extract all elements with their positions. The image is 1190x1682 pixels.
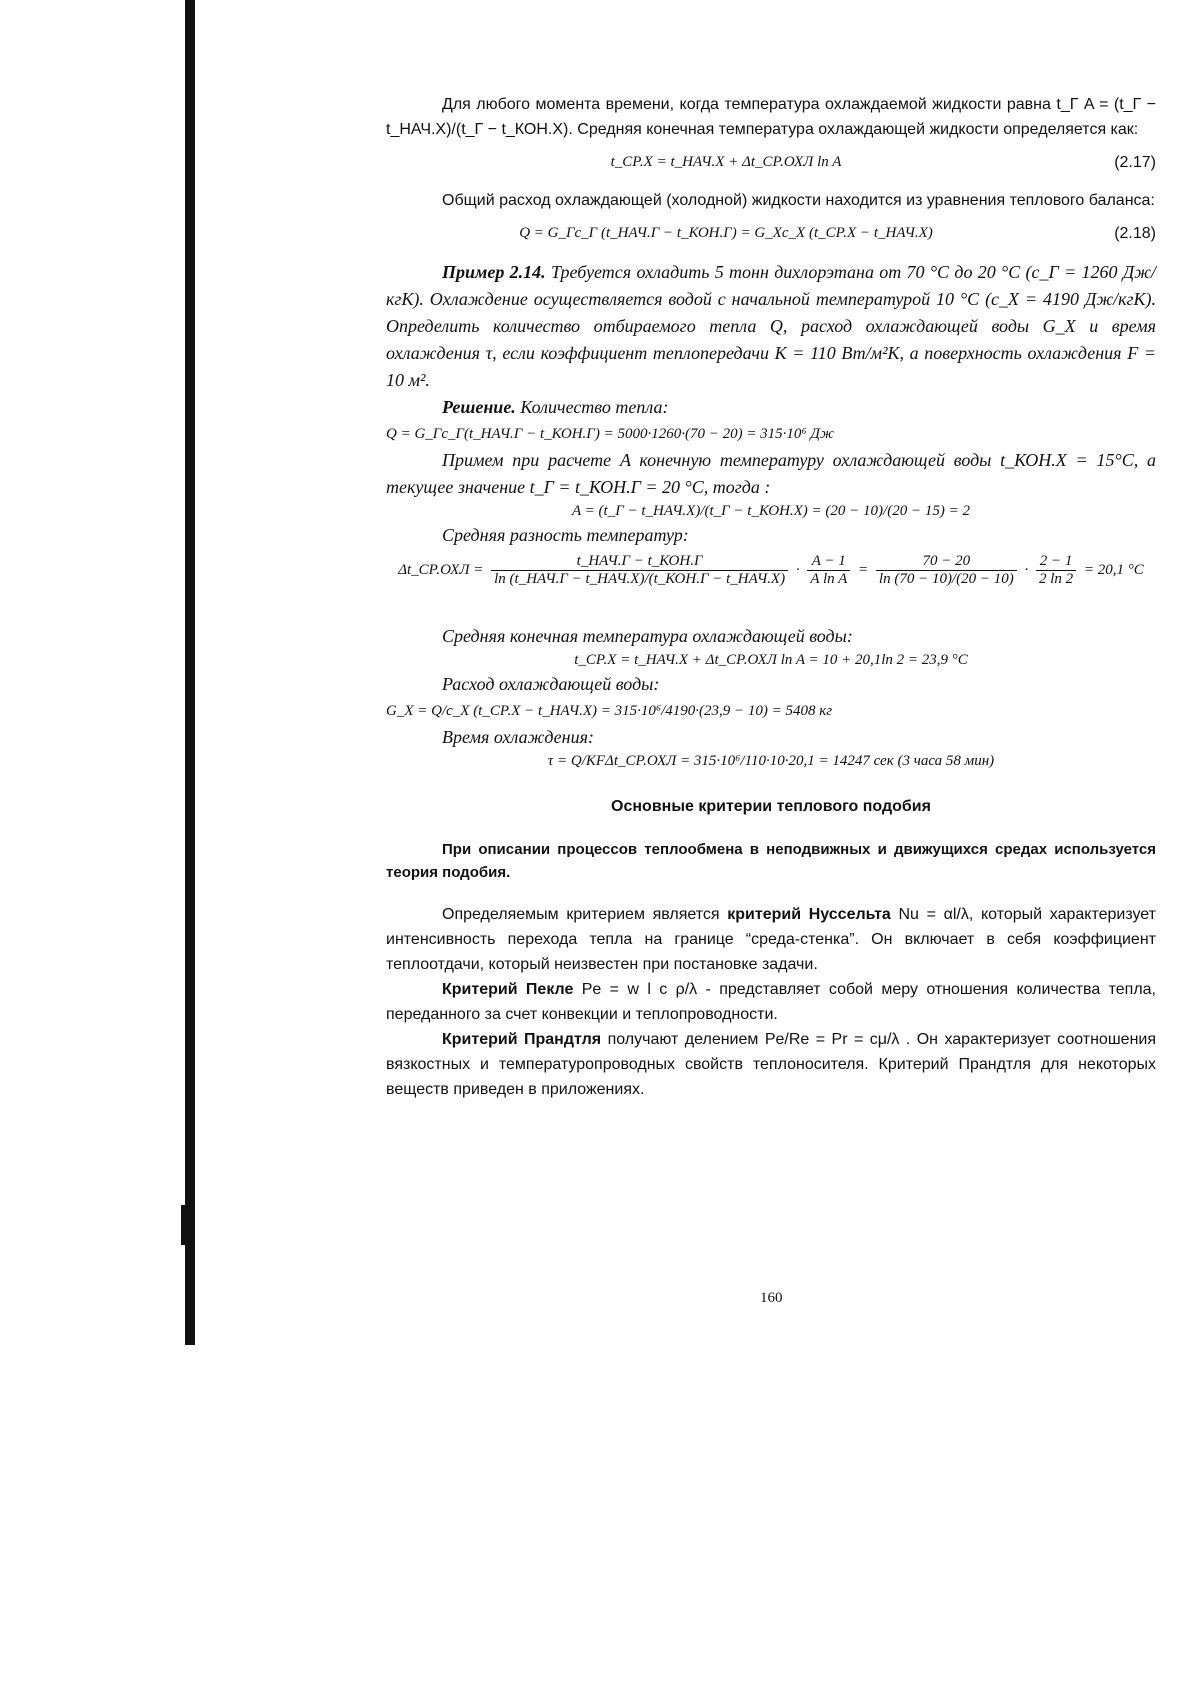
nusselt-term: критерий Нуссельта	[727, 906, 891, 923]
section-title: Основные критерии теплового подобия	[611, 798, 931, 815]
equation-2-17	[386, 148, 1156, 182]
solution-heat-equation: Q = G_Гc_Г(t_НАЧ.Г − t_КОН.Г) = 5000·1260·(70 − 20) = 315·10⁶ Дж	[386, 426, 834, 442]
water-flow-equation: G_Х = Q/c_Х (t_СР.Х − t_НАЧ.Х) = 315·10⁶/4190·(23,9 − 10) = 5408 кг	[386, 703, 833, 719]
equation-body: Q = G_Гc_Г (t_НАЧ.Г − t_КОН.Г) = G_Хc_Х (t_СР.Х − t_НАЧ.Х)	[519, 225, 933, 241]
denominator: ln (70 − 10)/(20 − 10)	[878, 571, 1014, 587]
example-heading: Пример 2.14.	[442, 262, 546, 282]
solution-paragraph	[386, 394, 1156, 421]
paragraph-peclet	[386, 977, 1156, 1027]
numerator: A − 1	[807, 553, 850, 571]
numerator: t_НАЧ.Г − t_КОН.Г	[491, 553, 788, 571]
scan-mark	[181, 1205, 195, 1245]
section-lead: При описании процессов теплообмена в неподвижных и движущихся средах используется теория подобия.	[386, 841, 1156, 881]
solution-a-equation: A = (t_Г − t_НАЧ.Х)/(t_Г − t_КОН.Х) = (20 − 10)/(20 − 15) = 2	[572, 503, 970, 519]
multiply-sign: ·	[795, 562, 800, 578]
label-final-temperature: Средняя конечная температура охлаждающей воды:	[442, 626, 853, 646]
prandtl-text: получают делением Pe/Re = Pr = cμ/λ . Он характеризует соотношения вязкостных и температуропроводных свойств теплоносителя. Критерий Прандтля для некоторых веществ приведен в приложениях.	[386, 1031, 1157, 1098]
denominator: ln (t_НАЧ.Г − t_НАЧ.Х)/(t_КОН.Г − t_НАЧ.Х)	[494, 571, 786, 587]
equals-sign: =	[858, 562, 869, 578]
page-number: 160	[760, 1290, 783, 1306]
multiply-sign: ·	[1024, 562, 1029, 578]
denominator: 2 ln 2	[1038, 571, 1074, 587]
paragraph-balance: Общий расход охлаждающей (холодной) жидкости находится из уравнения теплового баланса:	[442, 192, 1155, 209]
fraction	[807, 553, 850, 588]
denominator: A ln A	[810, 571, 848, 587]
equation-number: (2.17)	[1114, 154, 1156, 171]
nusselt-intro: Определяемым критерием является	[442, 906, 720, 923]
label-mean-difference: Средняя разность температур:	[442, 525, 689, 545]
paragraph-intro: Для любого момента времени, когда температура охлаждаемой жидкости равна t_Г A = (t_Г − t_НАЧ.Х)/(t_Г − t_КОН.Х). Средняя конечная температура охлаждающей жидкости определяется как:	[386, 96, 1156, 138]
peclet-text: Pe = w l c ρ/λ - представляет собой меру отношения количества тепла, переданного за счет конвекции и теплопроводности.	[386, 981, 1156, 1023]
fraction	[1036, 553, 1076, 588]
paragraph-nusselt	[386, 902, 1156, 977]
fraction	[491, 553, 788, 588]
label-water-flow: Расход охлаждающей воды:	[442, 674, 660, 694]
peclet-term: Критерий Пекле	[442, 981, 574, 998]
fraction	[876, 553, 1017, 588]
example-text: Требуется охладить 5 тонн дихлорэтана от 70 °С до 20 °С (c_Г = 1260 Дж/кгК). Охлаждение осуществляется водой с начальной температурой 10 °С (c_Х = 4190 Дж/кгК). Определить количество отбираемого тепла Q, расход охлаждающей воды G_Х и время охлаждения τ, если коэффициент теплопередачи K = 110 Вт/м²К, а поверхность охлаждения F = 10 м².	[386, 262, 1156, 390]
equation-body: t_СР.Х = t_НАЧ.Х + Δt_СР.ОХЛ ln A	[610, 154, 842, 170]
equation-2-18	[386, 219, 1156, 253]
solution-heading: Решение.	[442, 397, 516, 417]
paragraph-prandtl	[386, 1027, 1156, 1102]
example-paragraph	[386, 259, 1156, 394]
solution-assumption: Примем при расчете A конечную температуру охлаждающей воды t_КОН.Х = 15°С, а текущее значение t_Г = t_КОН.Г = 20 °С, тогда :	[386, 450, 1156, 497]
cooling-time-equation: τ = Q/KFΔt_СР.ОХЛ = 315·10⁶/110·10·20,1 = 14247 сек (3 часа 58 мин)	[547, 753, 995, 769]
scan-edge	[185, 0, 195, 1345]
numerator: 70 − 20	[876, 553, 1017, 571]
equation-number: (2.18)	[1114, 225, 1156, 242]
mean-difference-equation	[386, 553, 1156, 619]
prandtl-term: Критерий Прандтля	[442, 1031, 602, 1048]
solution-text: Количество тепла:	[520, 397, 669, 417]
final-temperature-equation: t_СР.Х = t_НАЧ.Х + Δt_СР.ОХЛ ln A = 10 + 20,1ln 2 = 23,9 °С	[574, 652, 968, 668]
mean-difference-lhs: Δt_СР.ОХЛ =	[398, 562, 484, 578]
mean-difference-result: = 20,1 °С	[1083, 562, 1144, 578]
document-page	[386, 92, 1156, 1102]
label-cooling-time: Время охлаждения:	[442, 727, 594, 747]
nusselt-text: Nu = αl/λ, который характеризует интенсивность перехода тепла на границе “среда-стенка”. Он включает в себя коэффициент теплоотдачи, который неизвестен при постановке задачи.	[386, 906, 1156, 973]
numerator: 2 − 1	[1036, 553, 1076, 571]
